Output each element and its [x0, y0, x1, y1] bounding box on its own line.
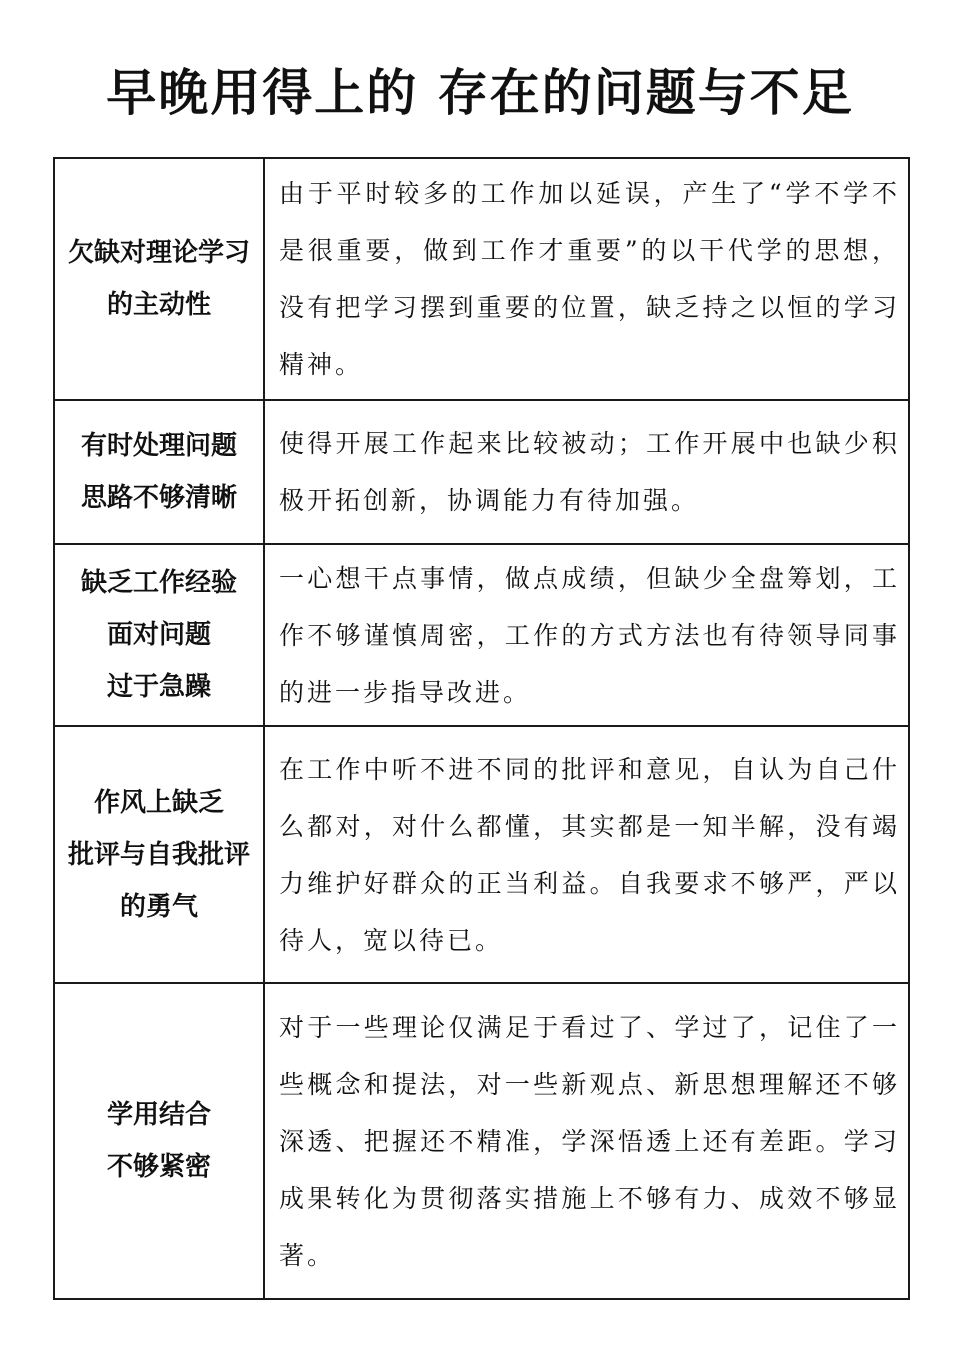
table-row [54, 726, 909, 983]
page-title: 早晚用得上的 存在的问题与不足 [106, 64, 854, 122]
issue-label: 学用结合 不够紧密 [54, 983, 264, 1299]
issue-label: 有时处理问题 思路不够清晰 [54, 400, 264, 544]
issue-label: 缺乏工作经验 面对问题 过于急躁 [54, 544, 264, 726]
issue-label: 作风上缺乏 批评与自我批评 的勇气 [54, 726, 264, 983]
table-row [54, 544, 909, 726]
problems-table [53, 157, 910, 1300]
issue-description: 一心想干点事情，做点成绩，但缺少全盘筹划，工作不够谨慎周密，工作的方式方法也有待领导同事的进一步指导改进。 [264, 544, 909, 726]
table-row [54, 983, 909, 1299]
issue-description: 对于一些理论仅满足于看过了、学过了，记住了一些概念和提法，对一些新观点、新思想理解还不够深透、把握还不精准，学深悟透上还有差距。学习成果转化为贯彻落实措施上不够有力、成效不够显著。 [264, 983, 909, 1299]
table-row [54, 158, 909, 400]
issue-description: 在工作中听不进不同的批评和意见，自认为自己什么都对，对什么都懂，其实都是一知半解，没有竭力维护好群众的正当利益。自我要求不够严，严以待人，宽以待已。 [264, 726, 909, 983]
issue-description: 使得开展工作起来比较被动；工作开展中也缺少积极开拓创新，协调能力有待加强。 [264, 400, 909, 544]
issue-description: 由于平时较多的工作加以延误，产生了“学不学不是很重要，做到工作才重要”的以干代学的思想，没有把学习摆到重要的位置，缺乏持之以恒的学习精神。 [264, 158, 909, 400]
table-row [54, 400, 909, 544]
issue-label: 欠缺对理论学习 的主动性 [54, 158, 264, 400]
